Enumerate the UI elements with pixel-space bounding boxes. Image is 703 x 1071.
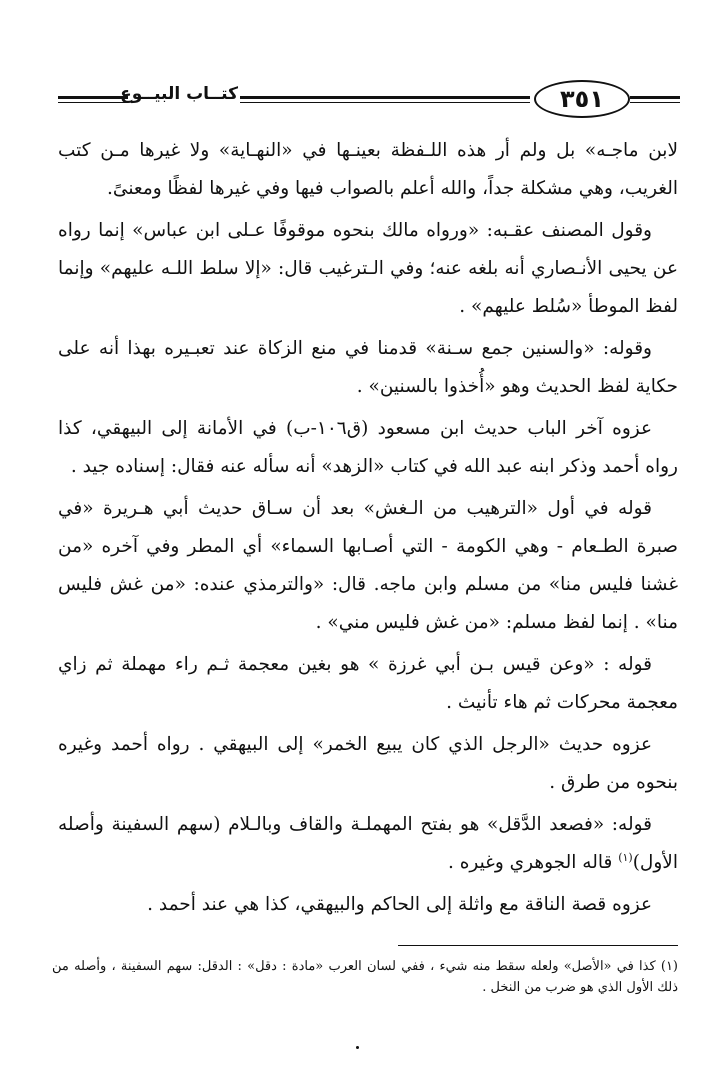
paragraph-4: عزوه آخر الباب حديث ابن مسعود (ق١٠٦-ب) في الأمانة إلى البيهقي، كذا رواه أحمد وذكر ابنه عبد الله في كتاب «الزهد» أنه سأله عنه فقال: إسناده جيد . [58, 418, 678, 477]
page-number: ٣٥١ [534, 80, 630, 118]
header-rule-left [58, 96, 128, 103]
page-dot [356, 1046, 359, 1049]
paragraph-8 [58, 806, 678, 882]
header-rule-middle [240, 96, 530, 103]
page-header [50, 80, 680, 120]
footnote-divider [398, 945, 678, 946]
paragraph-2: وقول المصنف عقـبه: «ورواه مالك بنحوه موقوفًا عـلى ابن عباس» إنما رواه عن يحيى الأنـصاري أنه بلغه عنه؛ وفي الـترغيب قال: «إلا سلط اللـه عليهم» وإنما لفظ الموطأ «سُلط عليهم» . [58, 220, 678, 317]
footnote-text: (١) كذا في «الأصل» ولعله سقط منه شيء ، ففي لسان العرب «مادة : دقل» : الدقل: سهم السفينة ، وأصله من ذلك الأول الذي هو ضرب من النخل . [52, 959, 678, 995]
footnote [52, 956, 678, 998]
paragraph-3: وقوله: «والسنين جمع سـنة» قدمنا في منع الزكاة عند تعبـيره بهذا أنه على حكاية لفظ الحديث وهو «أُخذوا بالسنين» . [58, 338, 678, 397]
paragraph-9: عزوه قصة الناقة مع واثلة إلى الحاكم والبيهقي، كذا هي عند أحمد . [147, 894, 652, 915]
header-rule-right [630, 96, 680, 103]
paragraph-6: قوله : «وعن قيس بـن أبي غرزة » هو بغين معجمة ثـم راء مهملة ثم زاي معجمة محركات ثم هاء تأنيث . [58, 654, 678, 713]
footnote-reference: (١) [618, 850, 633, 864]
paragraph-1: لابن ماجـه» بل ولم أر هذه اللـفظة بعينـها في «النهـاية» ولا غيرها مـن كتب الغريب، وهي مشكلة جداً، والله أعلم بالصواب فيها وفي غيرها لفظًا ومعنىً. [58, 140, 678, 199]
main-text [58, 132, 678, 928]
book-title: كتــاب البيــوع [120, 84, 238, 104]
paragraph-8-text: قوله: «فصعد الدَّقل» هو بفتح المهملـة والقاف وبالـلام (سهم السفينة وأصله الأول) [58, 814, 678, 873]
paragraph-7: عزوه حديث «الرجل الذي كان يبيع الخمر» إلى البيهقي . رواه أحمد وغيره بنحوه من طرق . [58, 734, 678, 793]
paragraph-8-tail: قاله الجوهري وغيره . [447, 852, 619, 873]
paragraph-5: قوله في أول «الترهيب من الـغش» بعد أن سـاق حديث أبي هـريرة «في صبرة الطـعام - وهي الكومة - التي أصـابها السماء» أي المطر وفي آخره «من غشنا فليس منا» من مسلم وابن ماجه. قال: «والترمذي عنده: «من غش فليس منا» . إنما لفظ مسلم: «من غش فليس مني» . [58, 498, 678, 633]
